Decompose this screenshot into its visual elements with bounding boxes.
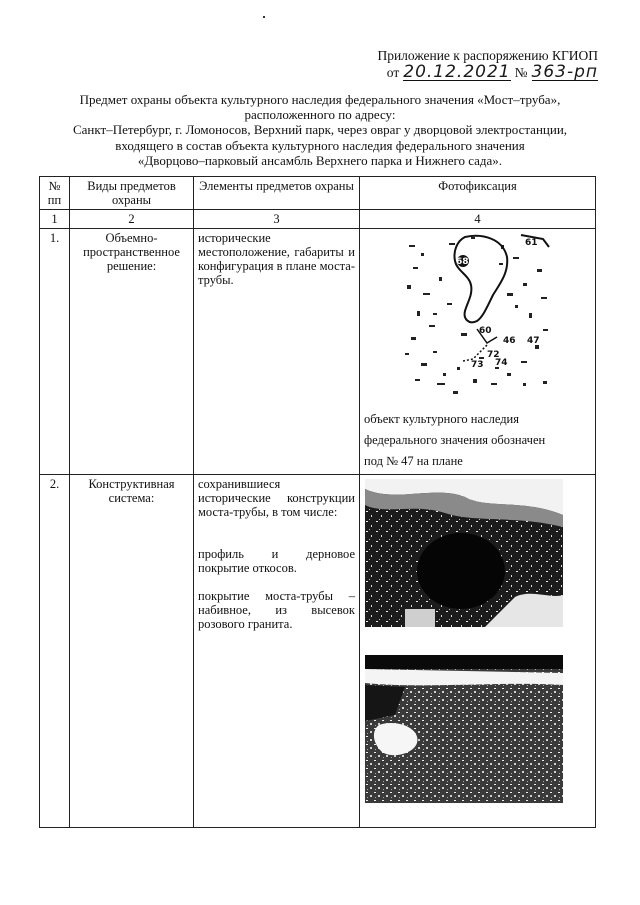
map-label: 68 (455, 257, 469, 267)
header-photo: Фотофиксация (360, 177, 596, 210)
col-number: 2 (70, 210, 194, 229)
title-line-4: входящего в состав объекта культурного наследия федерального значения (115, 137, 525, 153)
appendix-date: 20.12.2021 (403, 62, 511, 82)
table-row (40, 475, 596, 828)
map-label: 61 (524, 238, 538, 248)
title-line-5: «Дворцово–парковый ансамбль Верхнего парка и Нижнего сада». (137, 152, 503, 168)
map-label: 47 (526, 336, 540, 346)
row-elements: исторические местоположение, габариты и конфигурация в плане моста-трубы. (194, 229, 360, 475)
elements-intro: сохранившиеся исторические конструкции моста-трубы, в том числе: (198, 477, 355, 519)
table-row (40, 229, 596, 475)
header-kind: Виды предметов охраны (70, 177, 194, 210)
caption-line: федерального значения обозначен (364, 433, 546, 447)
photo-cell (360, 229, 596, 475)
row-kind: Конструктивная система: (70, 475, 194, 828)
appendix-number: 363-рп (531, 62, 598, 82)
bridge-photo-1 (365, 479, 563, 627)
bridge-photo-2 (365, 655, 563, 803)
col-number: 4 (360, 210, 596, 229)
photo-caption (364, 409, 591, 472)
col-number: 3 (194, 210, 360, 229)
col-number: 1 (40, 210, 70, 229)
title-line-1: Предмет охраны объекта культурного наследия федерального значения «Мост–труба», (79, 92, 561, 107)
date-prefix: от (386, 65, 400, 80)
column-number-row (40, 210, 596, 229)
row-elements (194, 475, 360, 828)
map-label: 60 (478, 326, 492, 336)
row-number: 2. (40, 475, 70, 828)
caption-line: объект культурного наследия (364, 412, 519, 426)
title-line-3: Санкт–Петербург, г. Ломоносов, Верхний парк, через овраг у дворцовой электростанции, (72, 122, 568, 138)
scan-dot (263, 16, 265, 18)
header-num: № пп (40, 177, 70, 210)
appendix-date-row (318, 64, 598, 81)
document-title (40, 92, 600, 168)
element-surface: покрытие моста-трубы – набивное, из высевок розового гранита. (198, 589, 355, 631)
appendix-title: Приложение к распоряжению КГИОП (377, 48, 598, 63)
site-plan-map (403, 233, 553, 401)
table-header-row (40, 177, 596, 210)
caption-line: под № 47 на плане (364, 454, 463, 468)
appendix-header (318, 48, 598, 81)
element-profile: профиль и дерновое покрытие откосов. (198, 547, 355, 575)
header-elements: Элементы предметов охраны (194, 177, 360, 210)
map-label: 74 (494, 358, 508, 368)
map-label: 72 (486, 350, 500, 360)
number-prefix: № (514, 65, 528, 80)
row-number: 1. (40, 229, 70, 475)
row-kind: Объемно-пространственное решение: (70, 229, 194, 475)
title-line-2: расположенного по адресу: (244, 107, 396, 123)
map-label: 46 (502, 336, 516, 346)
map-label: 73 (470, 360, 484, 370)
protection-table (39, 176, 596, 828)
photo-cell (360, 475, 596, 828)
